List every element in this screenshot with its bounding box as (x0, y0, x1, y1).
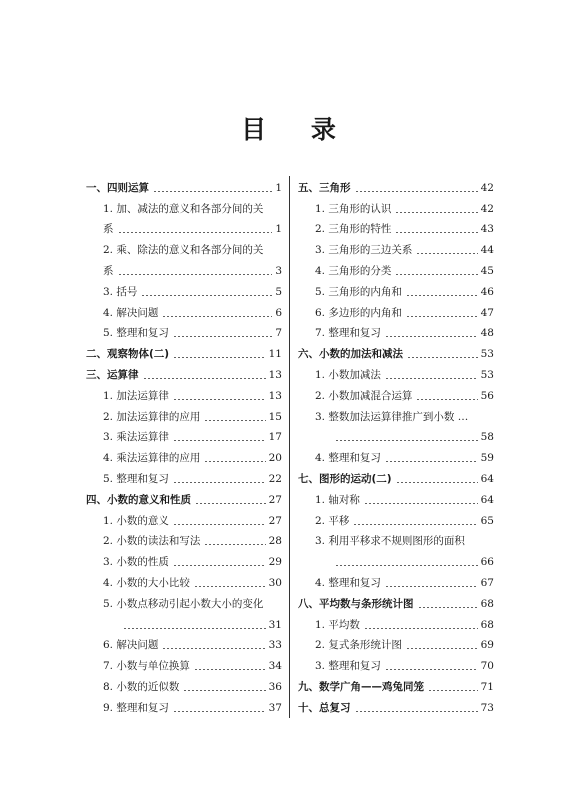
entry-title: 1. 加、减法的意义和各部分间的关 (103, 202, 264, 215)
entry-page-number: 64 (480, 472, 494, 485)
entry-page-number: 43 (480, 223, 494, 236)
dot-leader (395, 212, 477, 213)
toc-chapter-entry (298, 589, 494, 610)
dot-leader (364, 628, 478, 629)
entry-title: 1. 小数加减法 (315, 368, 381, 381)
toc-section-entry (86, 235, 282, 256)
toc-section-entry (86, 672, 282, 693)
dot-leader (143, 378, 266, 379)
entry-page-number: 73 (480, 701, 494, 714)
entry-page-number: 70 (480, 660, 494, 673)
entry-page-number: 68 (480, 618, 494, 631)
entry-title: 5. 三角形的内角和 (315, 285, 402, 298)
entry-title: 2. 小数加减混合运算 (315, 389, 413, 402)
dot-leader (472, 420, 491, 421)
toc-section-entry (298, 215, 494, 236)
toc-section-entry (298, 256, 494, 277)
entry-page-number: 30 (268, 576, 282, 589)
dot-leader (173, 336, 272, 337)
entry-page-number: 37 (268, 701, 282, 714)
entry-title: 七、图形的运动(二) (298, 472, 392, 485)
entry-page-number: 1 (275, 223, 282, 236)
toc-section-entry (298, 568, 494, 589)
entry-page-number: 65 (480, 514, 494, 527)
entry-page-number: 29 (268, 556, 282, 569)
entry-page-number: 36 (268, 680, 282, 693)
dot-leader (194, 586, 266, 587)
toc-section-entry (86, 215, 282, 236)
dot-leader (194, 669, 266, 670)
dot-leader (428, 690, 478, 691)
entry-title: 2. 平移 (315, 514, 350, 527)
toc-section-entry (298, 298, 494, 319)
entry-page-number: 3 (275, 264, 282, 277)
entry-title: 五、三角形 (298, 181, 351, 194)
dot-leader (173, 357, 266, 358)
toc-chapter-entry (298, 173, 494, 194)
entry-title: 6. 多边形的内角和 (315, 306, 402, 319)
entry-title: 5. 整理和复习 (103, 472, 169, 485)
dot-leader (183, 690, 265, 691)
dot-leader (141, 295, 272, 296)
toc-section-entry (86, 381, 282, 402)
dot-leader (355, 191, 478, 192)
entry-title: 九、数学广角——鸡兔同笼 (298, 680, 424, 693)
toc-section-entry (86, 610, 282, 631)
dot-leader (395, 232, 477, 233)
entry-title: 3. 括号 (103, 285, 138, 298)
toc-section-entry (86, 443, 282, 464)
entry-page-number: 46 (480, 285, 494, 298)
entry-page-number: 42 (480, 202, 494, 215)
entry-title: 1. 轴对称 (315, 493, 360, 506)
entry-title: 4. 解决问题 (103, 306, 159, 319)
dot-leader (353, 524, 477, 525)
entry-page-number: 45 (480, 264, 494, 277)
entry-page-number: 42 (480, 181, 494, 194)
dot-leader (267, 253, 279, 254)
entry-title: 3. 整理和复习 (315, 660, 381, 673)
entry-title: 四、小数的意义和性质 (86, 493, 191, 506)
dot-leader (267, 607, 279, 608)
entry-page-number: 22 (268, 472, 282, 485)
entry-title: 十、总复习 (298, 701, 351, 714)
entry-title: 2. 小数的读法和写法 (103, 535, 201, 548)
entry-page-number: 13 (268, 368, 282, 381)
entry-page-number: 11 (268, 348, 282, 361)
dot-leader (406, 316, 478, 317)
dot-leader (364, 503, 478, 504)
toc-left-column (86, 173, 282, 714)
dot-leader (173, 565, 266, 566)
toc-section-entry (86, 568, 282, 589)
toc-section-entry (86, 319, 282, 340)
dot-leader (385, 586, 478, 587)
entry-title: 5. 小数点移动引起小数大小的变化 (103, 597, 264, 610)
toc-chapter-entry (86, 339, 282, 360)
dot-leader (118, 274, 273, 275)
dot-leader (418, 607, 478, 608)
dot-leader (396, 482, 478, 483)
entry-title: 7. 小数与单位换算 (103, 660, 190, 673)
toc-section-entry (298, 277, 494, 298)
dot-leader (416, 399, 477, 400)
dot-leader (385, 461, 478, 462)
toc-section-entry (298, 485, 494, 506)
entry-page-number: 66 (480, 556, 494, 569)
entry-page-number: 48 (480, 327, 494, 340)
toc-chapter-entry (298, 693, 494, 714)
toc-chapter-entry (298, 464, 494, 485)
toc-section-entry (86, 194, 282, 215)
entry-page-number: 56 (480, 389, 494, 402)
entry-page-number: 68 (480, 597, 494, 610)
entry-title: 1. 加法运算律 (103, 389, 169, 402)
dot-leader (162, 648, 265, 649)
toc-section-entry (298, 319, 494, 340)
dot-leader (118, 232, 273, 233)
toc-section-entry (298, 547, 494, 568)
dot-leader (335, 440, 478, 441)
entry-title: 4. 整理和复习 (315, 452, 381, 465)
toc-section-entry (298, 381, 494, 402)
entry-page-number: 27 (268, 493, 282, 506)
toc-section-entry (86, 298, 282, 319)
toc-section-entry (86, 589, 282, 610)
dot-leader (162, 316, 272, 317)
entry-title: 3. 利用平移求不规则图形的面积 (315, 535, 465, 548)
toc-section-entry (86, 506, 282, 527)
toc-right-column (298, 173, 494, 714)
entry-title: 2. 乘、除法的意义和各部分间的关 (103, 244, 264, 257)
entry-title: 4. 三角形的分类 (315, 264, 392, 277)
dot-leader (395, 274, 477, 275)
column-divider (289, 176, 290, 718)
toc-section-entry (298, 235, 494, 256)
dot-leader (173, 399, 266, 400)
toc-section-entry (86, 464, 282, 485)
dot-leader (416, 253, 477, 254)
dot-leader (153, 191, 272, 192)
entry-page-number: 1 (275, 181, 282, 194)
dot-leader (173, 711, 266, 712)
entry-page-number: 13 (268, 389, 282, 402)
toc-section-entry (86, 693, 282, 714)
entry-page-number: 53 (480, 368, 494, 381)
entry-title: 1. 平均数 (315, 618, 360, 631)
entry-title: 2. 复式条形统计图 (315, 639, 402, 652)
entry-page-number: 28 (268, 535, 282, 548)
toc-section-entry (86, 651, 282, 672)
entry-page-number: 64 (480, 493, 494, 506)
entry-title: 6. 解决问题 (103, 639, 159, 652)
dot-leader (173, 440, 266, 441)
toc-section-entry (298, 423, 494, 444)
dot-leader (173, 524, 266, 525)
dot-leader (469, 544, 491, 545)
entry-title: 八、平均数与条形统计图 (298, 597, 414, 610)
dot-leader (204, 420, 265, 421)
entry-title: 二、观察物体(二) (86, 348, 170, 361)
dot-leader (195, 503, 266, 504)
toc-section-entry (86, 423, 282, 444)
entry-page-number: 58 (480, 431, 494, 444)
entry-title: 4. 小数的大小比较 (103, 576, 190, 589)
dot-leader (385, 378, 478, 379)
entry-page-number: 17 (268, 431, 282, 444)
toc-section-entry (86, 547, 282, 568)
entry-title: 六、小数的加法和减法 (298, 348, 403, 361)
entry-title: 系 (103, 264, 114, 277)
toc-section-entry (298, 651, 494, 672)
toc-section-entry (86, 631, 282, 652)
dot-leader (407, 357, 478, 358)
toc-chapter-entry (86, 360, 282, 381)
toc-chapter-entry (86, 173, 282, 194)
entry-page-number: 33 (268, 639, 282, 652)
entry-title: 4. 乘法运算律的应用 (103, 452, 201, 465)
toc-section-entry (298, 506, 494, 527)
entry-page-number: 27 (268, 514, 282, 527)
dot-leader (204, 544, 265, 545)
entry-page-number: 53 (480, 348, 494, 361)
entry-title: 1. 小数的意义 (103, 514, 169, 527)
entry-page-number: 31 (268, 618, 282, 631)
toc-section-entry (298, 443, 494, 464)
entry-page-number: 7 (275, 327, 282, 340)
toc-section-entry (298, 610, 494, 631)
entry-page-number: 69 (480, 639, 494, 652)
dot-leader (355, 711, 478, 712)
entry-page-number: 15 (268, 410, 282, 423)
entry-title: 1. 三角形的认识 (315, 202, 392, 215)
dot-leader (173, 482, 266, 483)
toc-section-entry (86, 256, 282, 277)
entry-title: 一、四则运算 (86, 181, 149, 194)
entry-page-number: 44 (480, 244, 494, 257)
toc-section-entry (86, 277, 282, 298)
entry-title: 5. 整理和复习 (103, 327, 169, 340)
entry-title: 8. 小数的近似数 (103, 680, 180, 693)
toc-section-entry (298, 402, 494, 423)
entry-page-number: 71 (480, 680, 494, 693)
entry-title: 3. 小数的性质 (103, 556, 169, 569)
dot-leader (385, 336, 478, 337)
entry-page-number: 59 (480, 452, 494, 465)
entry-page-number: 5 (275, 285, 282, 298)
toc-chapter-entry (298, 339, 494, 360)
entry-title: 2. 三角形的特性 (315, 223, 392, 236)
toc-chapter-entry (86, 485, 282, 506)
page-title: 目 录 (241, 115, 354, 144)
entry-page-number: 6 (275, 306, 282, 319)
dot-leader (335, 565, 478, 566)
entry-title: 4. 整理和复习 (315, 576, 381, 589)
dot-leader (267, 212, 279, 213)
dot-leader (385, 669, 478, 670)
entry-title: 系 (103, 223, 114, 236)
entry-title: 7. 整理和复习 (315, 327, 381, 340)
entry-title: 三、运算律 (86, 368, 139, 381)
entry-title: 3. 乘法运算律 (103, 431, 169, 444)
toc-section-entry (298, 527, 494, 548)
toc-chapter-entry (298, 672, 494, 693)
toc-section-entry (86, 402, 282, 423)
entry-title: 3. 整数加法运算律推广到小数 … (315, 410, 469, 423)
dot-leader (406, 648, 478, 649)
entry-title: 3. 三角形的三边关系 (315, 244, 413, 257)
entry-page-number: 47 (480, 306, 494, 319)
toc-section-entry (298, 631, 494, 652)
toc-section-entry (298, 360, 494, 381)
entry-page-number: 20 (268, 452, 282, 465)
entry-page-number: 67 (480, 576, 494, 589)
toc-section-entry (298, 194, 494, 215)
entry-title: 9. 整理和复习 (103, 701, 169, 714)
entry-title: 2. 加法运算律的应用 (103, 410, 201, 423)
dot-leader (123, 628, 266, 629)
dot-leader (204, 461, 265, 462)
toc-section-entry (86, 527, 282, 548)
dot-leader (406, 295, 478, 296)
entry-page-number: 34 (268, 660, 282, 673)
